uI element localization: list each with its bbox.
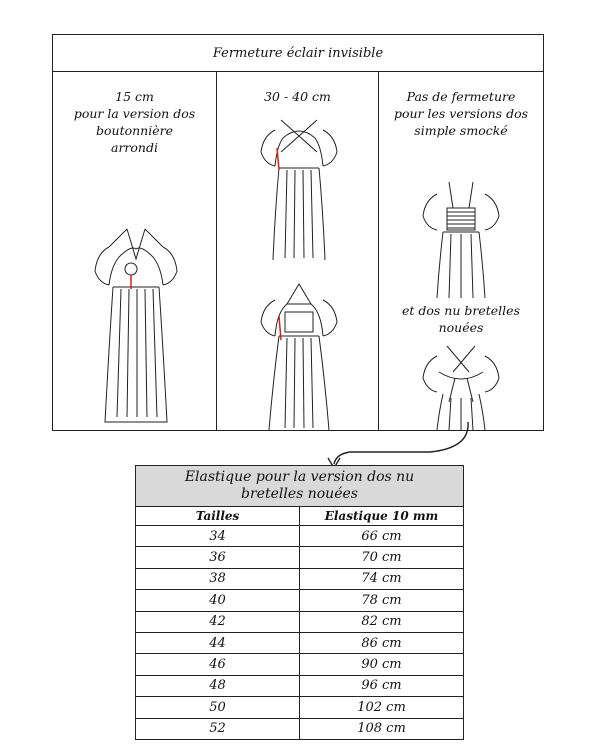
table-caption (136, 466, 464, 507)
col3-line4: et dos nu bretelles (402, 303, 520, 318)
elastic-length-cell: 108 cm (300, 718, 464, 739)
size-cell: 34 (136, 526, 300, 547)
col1-line1: 15 cm (115, 89, 154, 104)
size-cell: 36 (136, 547, 300, 568)
table-row (136, 590, 464, 611)
table-row (136, 611, 464, 632)
table-row (136, 547, 464, 568)
elastic-length-cell: 102 cm (300, 697, 464, 718)
elastic-length-cell: 86 cm (300, 632, 464, 653)
elastic-length-cell: 78 cm (300, 590, 464, 611)
header-elastic: Elastique 10 mm (300, 507, 464, 526)
table-header-row (136, 507, 464, 526)
caption-line1: Elastique pour la version dos nu (184, 469, 415, 485)
table-row (136, 675, 464, 696)
col1-line4: arrondi (111, 140, 158, 155)
header-sizes: Tailles (136, 507, 300, 526)
size-cell: 44 (136, 632, 300, 653)
table-row (136, 632, 464, 653)
table-caption-row (136, 466, 464, 507)
elastic-size-table (135, 465, 464, 740)
size-cell: 50 (136, 697, 300, 718)
col3-line1: Pas de fermeture (406, 89, 516, 104)
col1-line2: pour la version dos (73, 106, 196, 121)
col2-line1: 30 - 40 cm (264, 89, 331, 104)
size-cell: 42 (136, 611, 300, 632)
table-row (136, 526, 464, 547)
col3-line5: nouées (438, 320, 484, 335)
table-row (136, 568, 464, 589)
elastic-length-cell: 70 cm (300, 547, 464, 568)
col3-line3: simple smocké (414, 123, 508, 138)
elastic-length-cell: 66 cm (300, 526, 464, 547)
size-cell: 52 (136, 718, 300, 739)
size-cell: 38 (136, 568, 300, 589)
elastic-length-cell: 74 cm (300, 568, 464, 589)
col3-line2: pour les versions dos (393, 106, 529, 121)
elastic-length-cell: 82 cm (300, 611, 464, 632)
caption-line2: bretelles nouées (241, 486, 358, 502)
table-row (136, 697, 464, 718)
table-row (136, 654, 464, 675)
zipper-title: Fermeture éclair invisible (53, 35, 543, 72)
col1-line3: boutonnière (96, 123, 173, 138)
elastic-length-cell: 96 cm (300, 675, 464, 696)
size-cell: 46 (136, 654, 300, 675)
table-row (136, 718, 464, 739)
elastic-length-cell: 90 cm (300, 654, 464, 675)
size-cell: 40 (136, 590, 300, 611)
size-cell: 48 (136, 675, 300, 696)
